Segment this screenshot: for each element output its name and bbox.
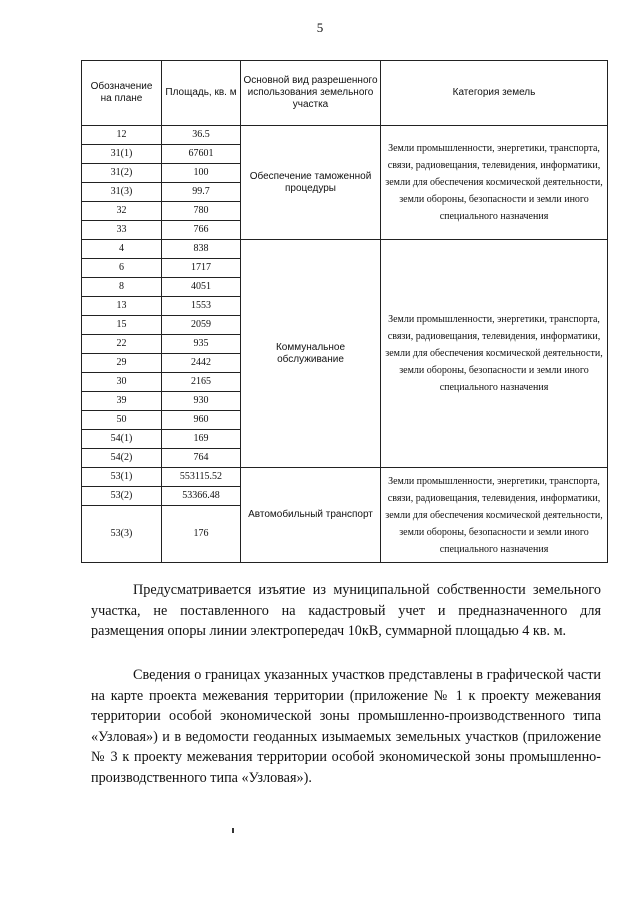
cell-area: 960 bbox=[162, 411, 241, 430]
cell-land-category: Земли промышленности, энергетики, транспорта, связи, радиовещания, телевидения, информатики, земли для обеспечения космической деятельности, земли обороны, безопасности и земли иного специального назначения bbox=[381, 126, 608, 240]
cell-permitted-use: Обеспечение таможенной процедуры bbox=[241, 126, 381, 240]
cell-designation: 15 bbox=[82, 316, 162, 335]
cell-area: 4051 bbox=[162, 278, 241, 297]
cell-designation: 53(3) bbox=[82, 506, 162, 563]
cell-area: 2442 bbox=[162, 354, 241, 373]
cell-designation: 33 bbox=[82, 221, 162, 240]
cell-designation: 50 bbox=[82, 411, 162, 430]
header-designation: Обозначение на плане bbox=[82, 61, 162, 126]
cell-area: 169 bbox=[162, 430, 241, 449]
cell-area: 67601 bbox=[162, 145, 241, 164]
cell-designation: 53(2) bbox=[82, 487, 162, 506]
page-number: 5 bbox=[316, 20, 324, 35]
cell-designation: 29 bbox=[82, 354, 162, 373]
cell-area: 935 bbox=[162, 335, 241, 354]
cell-designation: 12 bbox=[82, 126, 162, 145]
land-plots-table bbox=[81, 60, 608, 563]
cell-designation: 30 bbox=[82, 373, 162, 392]
paragraph-withdrawal: Предусматривается изъятие из муниципальной собственности земельного участка, не поставленного на кадастровый учет и предназначенного для размещения опоры линии электропередач 10кВ, суммарной площадью 4 кв. м. bbox=[91, 582, 601, 639]
cell-land-category: Земли промышленности, энергетики, транспорта, связи, радиовещания, телевидения, информатики, земли для обеспечения космической деятельности, земли обороны, безопасности и земли иного специального назначения bbox=[381, 240, 608, 468]
cell-area: 176 bbox=[162, 506, 241, 563]
cell-designation: 4 bbox=[82, 240, 162, 259]
cell-designation: 32 bbox=[82, 202, 162, 221]
cell-area: 1553 bbox=[162, 297, 241, 316]
table-body bbox=[82, 126, 608, 563]
cell-area: 780 bbox=[162, 202, 241, 221]
table-header bbox=[82, 61, 608, 126]
cell-designation: 13 bbox=[82, 297, 162, 316]
cell-area: 1717 bbox=[162, 259, 241, 278]
cell-designation: 31(1) bbox=[82, 145, 162, 164]
cell-designation: 31(3) bbox=[82, 183, 162, 202]
cell-area: 53366.48 bbox=[162, 487, 241, 506]
scan-mark bbox=[232, 828, 234, 833]
cell-area: 99.7 bbox=[162, 183, 241, 202]
table-row bbox=[82, 240, 608, 259]
table-row bbox=[82, 468, 608, 487]
cell-area: 36.5 bbox=[162, 126, 241, 145]
cell-area: 2059 bbox=[162, 316, 241, 335]
cell-designation: 6 bbox=[82, 259, 162, 278]
cell-designation: 22 bbox=[82, 335, 162, 354]
cell-designation: 54(1) bbox=[82, 430, 162, 449]
cell-permitted-use: Автомобильный транспорт bbox=[241, 468, 381, 563]
cell-designation: 53(1) bbox=[82, 468, 162, 487]
cell-area: 766 bbox=[162, 221, 241, 240]
cell-area: 100 bbox=[162, 164, 241, 183]
cell-area: 2165 bbox=[162, 373, 241, 392]
cell-area: 838 bbox=[162, 240, 241, 259]
cell-designation: 54(2) bbox=[82, 449, 162, 468]
header-area: Площадь, кв. м bbox=[162, 61, 241, 126]
header-category: Категория земель bbox=[381, 61, 608, 126]
paragraph-boundaries: Сведения о границах указанных участков представлены в графической части на карте проекта межевания территории (приложение № 1 к проекту межевания территории особой экономической зоны промышленно-производственного типа «Узловая») и в ведомости геоданных изымаемых земельных участков (приложение № 3 к проекту межевания территории особой экономической зоны промышленно-производственного типа «Узловая»). bbox=[91, 667, 601, 786]
cell-designation: 8 bbox=[82, 278, 162, 297]
cell-permitted-use: Коммунальное обслуживание bbox=[241, 240, 381, 468]
cell-designation: 39 bbox=[82, 392, 162, 411]
cell-designation: 31(2) bbox=[82, 164, 162, 183]
cell-land-category: Земли промышленности, энергетики, транспорта, связи, радиовещания, телевидения, информатики, земли для обеспечения космической деятельности, земли обороны, безопасности и земли иного специального назначения bbox=[381, 468, 608, 563]
cell-area: 764 bbox=[162, 449, 241, 468]
header-use: Основной вид разрешенного использования земельного участка bbox=[241, 61, 381, 126]
cell-area: 553115.52 bbox=[162, 468, 241, 487]
cell-area: 930 bbox=[162, 392, 241, 411]
table-row bbox=[82, 126, 608, 145]
